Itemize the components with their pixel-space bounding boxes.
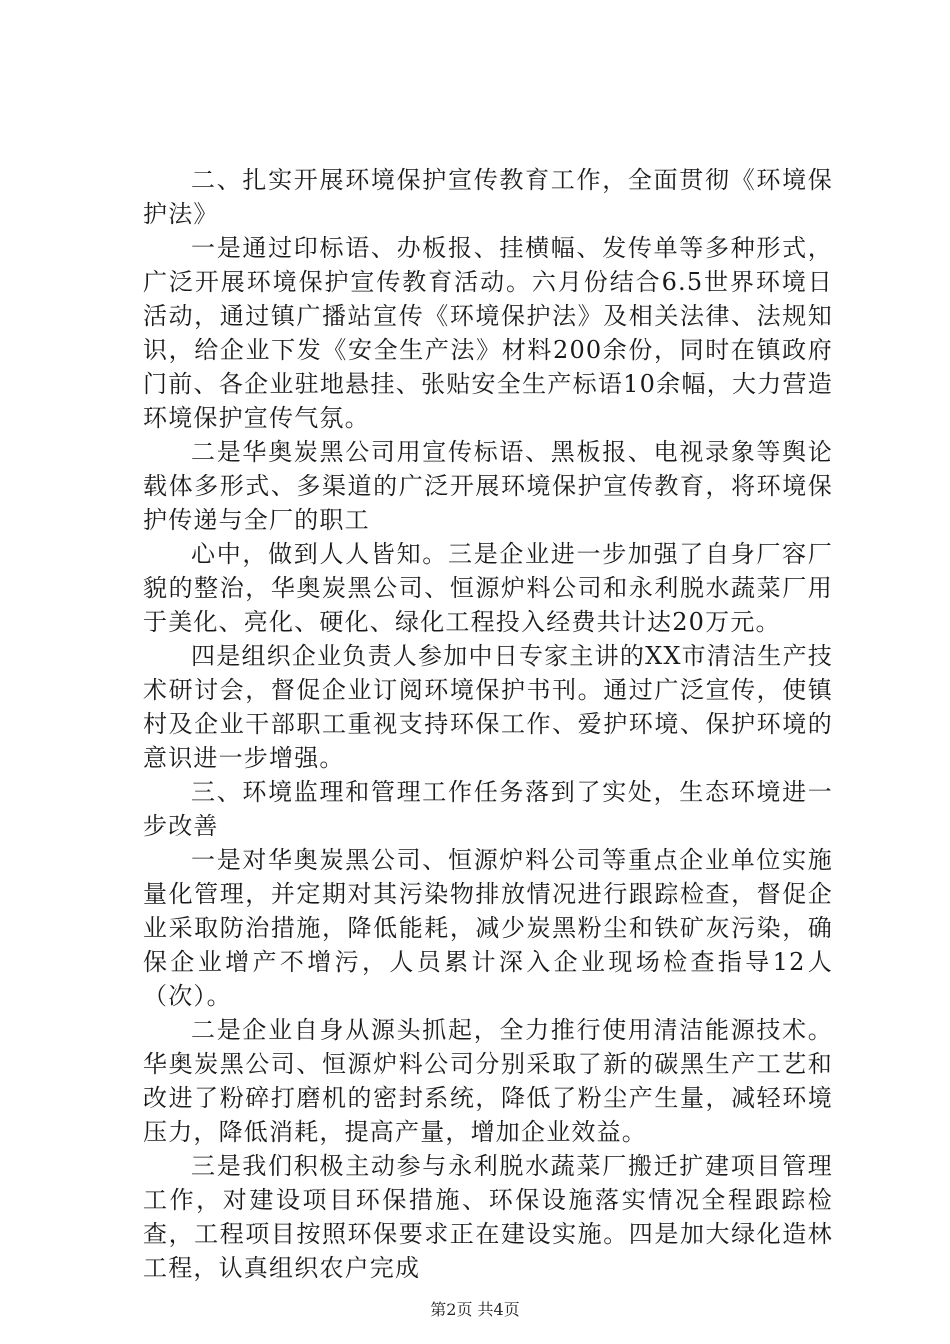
paragraph: 二是企业自身从源头抓起，全力推行使用清洁能源技术。华奥炭黑公司、恒源炉料公司分别采取了新的碳黑生产工艺和改进了粉碎打磨机的密封系统，降低了粉尘产生量，减轻环境压力，降低消耗，提高产量，增加企业效益。 (143, 1016, 833, 1146)
paragraph: 一是通过印标语、办板报、挂横幅、发传单等多种形式，广泛开展环境保护宣传教育活动。六月份结合6.5世界环境日活动，通过镇广播站宣传《环境保护法》及相关法律、法规知识，给企业下发《安全生产法》材料200余份，同时在镇政府门前、各企业驻地悬挂、张贴安全生产标语10余幅，大力营造环境保护宣传气氛。 (143, 234, 833, 432)
section-heading-3: 三、环境监理和管理工作任务落到了实处，生态环境进一步改善 (143, 778, 833, 840)
paragraph: 四是组织企业负责人参加中日专家主讲的XX市清洁生产技术研讨会，督促企业订阅环境保护书刊。通过广泛宣传，使镇村及企业干部职工重视支持环保工作、爱护环境、保护环境的意识进一步增强。 (143, 642, 833, 772)
section-heading-2: 二、扎实开展环境保护宣传教育工作，全面贯彻《环境保护法》 (143, 166, 833, 228)
paragraph: 一是对华奥炭黑公司、恒源炉料公司等重点企业单位实施量化管理，并定期对其污染物排放情况进行跟踪检查，督促企业采取防治措施，降低能耗，减少炭黑粉尘和铁矿灰污染，确保企业增产不增污，人员累计深入企业现场检查指导12人（次）。 (143, 846, 833, 1010)
document-body (143, 163, 833, 1285)
paragraph: 三是我们积极主动参与永利脱水蔬菜厂搬迁扩建项目管理工作，对建设项目环保措施、环保设施落实情况全程跟踪检查，工程项目按照环保要求正在建设实施。四是加大绿化造林工程，认真组织农户完成 (143, 1152, 833, 1282)
page-footer: 第2页 共4页 (430, 1300, 520, 1319)
paragraph: 二是华奥炭黑公司用宣传标语、黑板报、电视录象等舆论载体多形式、多渠道的广泛开展环境保护宣传教育，将环境保护传递与全厂的职工 (143, 438, 833, 534)
paragraph: 心中，做到人人皆知。三是企业进一步加强了自身厂容厂貌的整治，华奥炭黑公司、恒源炉料公司和永利脱水蔬菜厂用于美化、亮化、硬化、绿化工程投入经费共计达20万元。 (143, 540, 833, 636)
